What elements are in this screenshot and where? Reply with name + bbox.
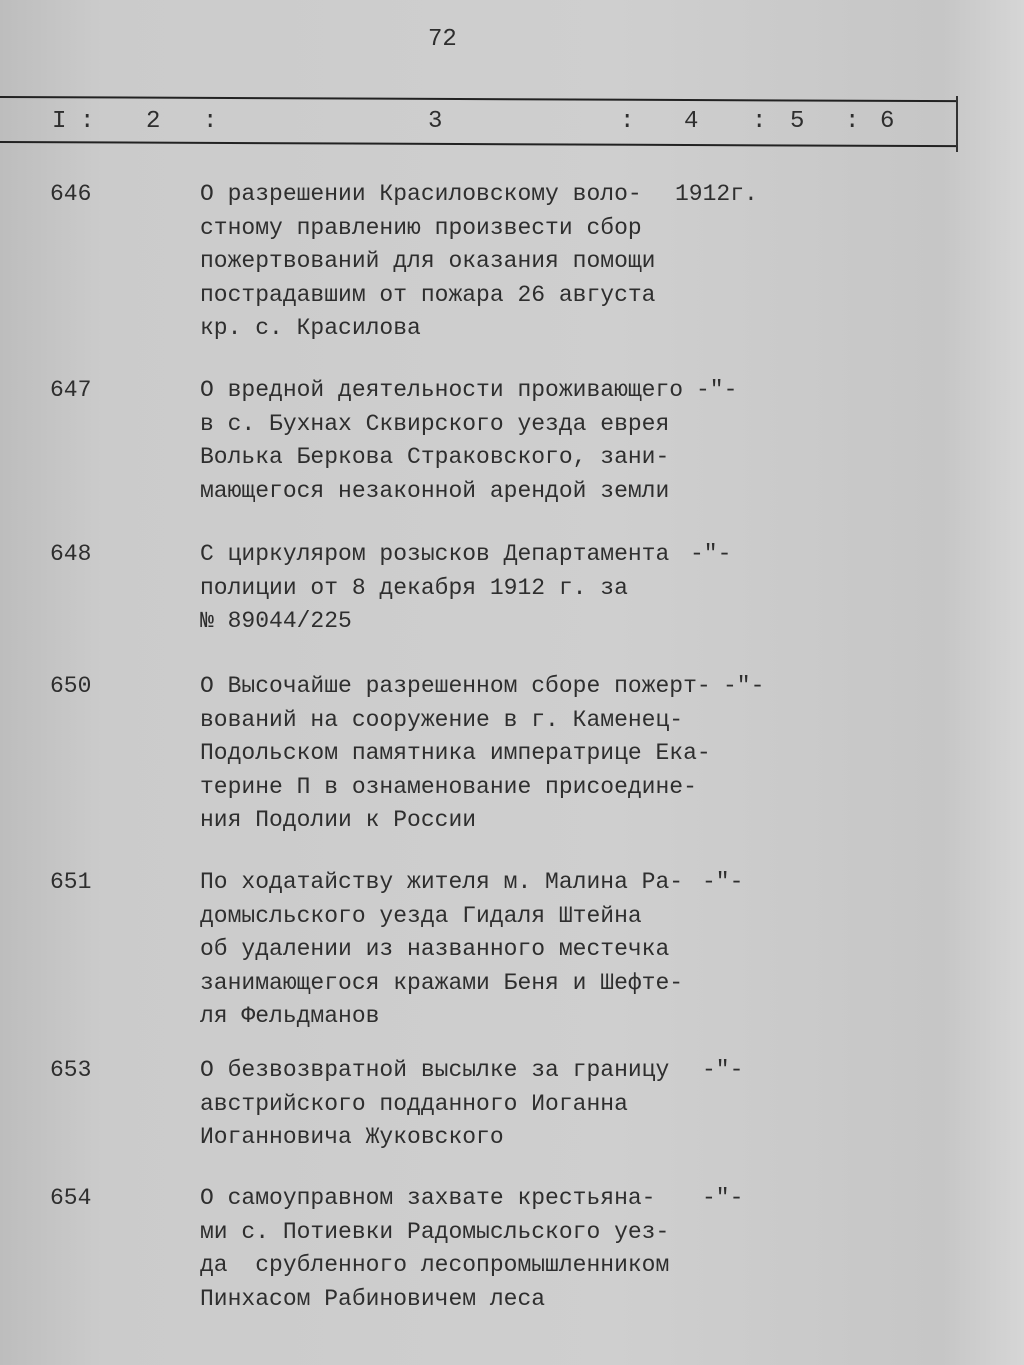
entry-line: вований на сооружение в г. Каменец- [200,706,684,733]
entry-line: кр. с. Красилова [200,315,421,341]
entry-title [200,1054,669,1155]
entry-line: ния Подолии к России [200,807,477,833]
entry-title [200,670,711,838]
header-right-edge [956,96,958,152]
entry-title [200,178,655,346]
entry-date: -"- [723,673,765,699]
entry-number: 650 [50,673,92,699]
entry-date: -"- [702,869,744,895]
entry-title [200,374,683,508]
entry-line: домысльского уезда Гидаля Штейна [200,902,642,929]
entry-number: 651 [50,869,92,895]
entry-line: терине П в ознаменование присоедине- [200,773,697,800]
entry-number: 647 [50,377,92,403]
entry-date: -"- [702,1057,744,1083]
col-sep: : [620,108,635,135]
col-4: 4 [684,108,699,135]
header-top-rule [0,96,958,102]
col-6: 6 [880,108,895,135]
col-sep: : [203,108,218,135]
entry-line: австрийского подданного Иоганна [200,1090,628,1117]
entry-line: О Высочайше разрешенном сборе пожерт- [200,673,711,699]
entry-line: да срубленного лесопромышленником [200,1252,670,1278]
page-number: 72 [428,26,457,53]
entry-line: в с. Бухнах Сквирского уезда еврея [200,410,670,437]
entry-line: Пинхасом Рабиновичем леса [200,1285,546,1312]
entry-line: Иоганновича Жуковского [200,1124,504,1150]
col-3: 3 [428,108,443,135]
entry-line: С циркуляром розысков Департамента [200,541,670,567]
entry-number: 648 [50,541,92,567]
entry-line: об удалении из названного местечка [200,936,670,962]
entry-line: Волька Беркова Страковского, зани- [200,444,670,470]
entry-date: -"- [690,541,732,567]
entry-date: -"- [702,1185,744,1211]
col-sep: : [80,108,95,135]
entry-line: полиции от 8 декабря 1912 г. за [200,574,628,601]
entry-line: мающегося незаконной арендой земли [200,477,670,504]
header-bottom-rule [0,141,958,147]
entry-line: пострадавшим от пожара 26 августа [200,281,656,308]
entry-line: О вредной деятельности проживающего [200,377,684,403]
entry-title [200,1182,669,1316]
entry-line: О самоуправном захвате крестьяна- [200,1185,656,1211]
entry-line: Подольском памятника императрице Ека- [200,740,711,766]
entry-date: 1912г. [675,181,758,207]
entry-number: 654 [50,1185,92,1211]
entry-date: -"- [696,377,738,403]
entry-number: 653 [50,1057,92,1083]
col-1: I [52,108,67,135]
entry-line: По ходатайству жителя м. Малина Ра- [200,869,684,895]
entry-line: ми с. Потиевки Радомысльского уез- [200,1218,670,1245]
col-2: 2 [146,108,161,135]
entry-title [200,866,683,1034]
entry-number: 646 [50,181,92,207]
col-sep: : [752,108,767,135]
entry-line: занимающегося кражами Беня и Шефте- [200,969,684,996]
entry-title [200,538,669,639]
entry-line: ля Фельдманов [200,1003,380,1029]
entry-line: № 89044/225 [200,608,352,634]
col-5: 5 [790,108,805,135]
col-sep: : [845,108,860,135]
entry-line: стному правлению произвести сбор [200,214,642,241]
entry-line: пожертвований для оказания помощи [200,248,656,274]
entry-line: О безвозвратной высылке за границу [200,1057,670,1083]
entry-line: О разрешении Красиловскому воло- [200,181,642,207]
